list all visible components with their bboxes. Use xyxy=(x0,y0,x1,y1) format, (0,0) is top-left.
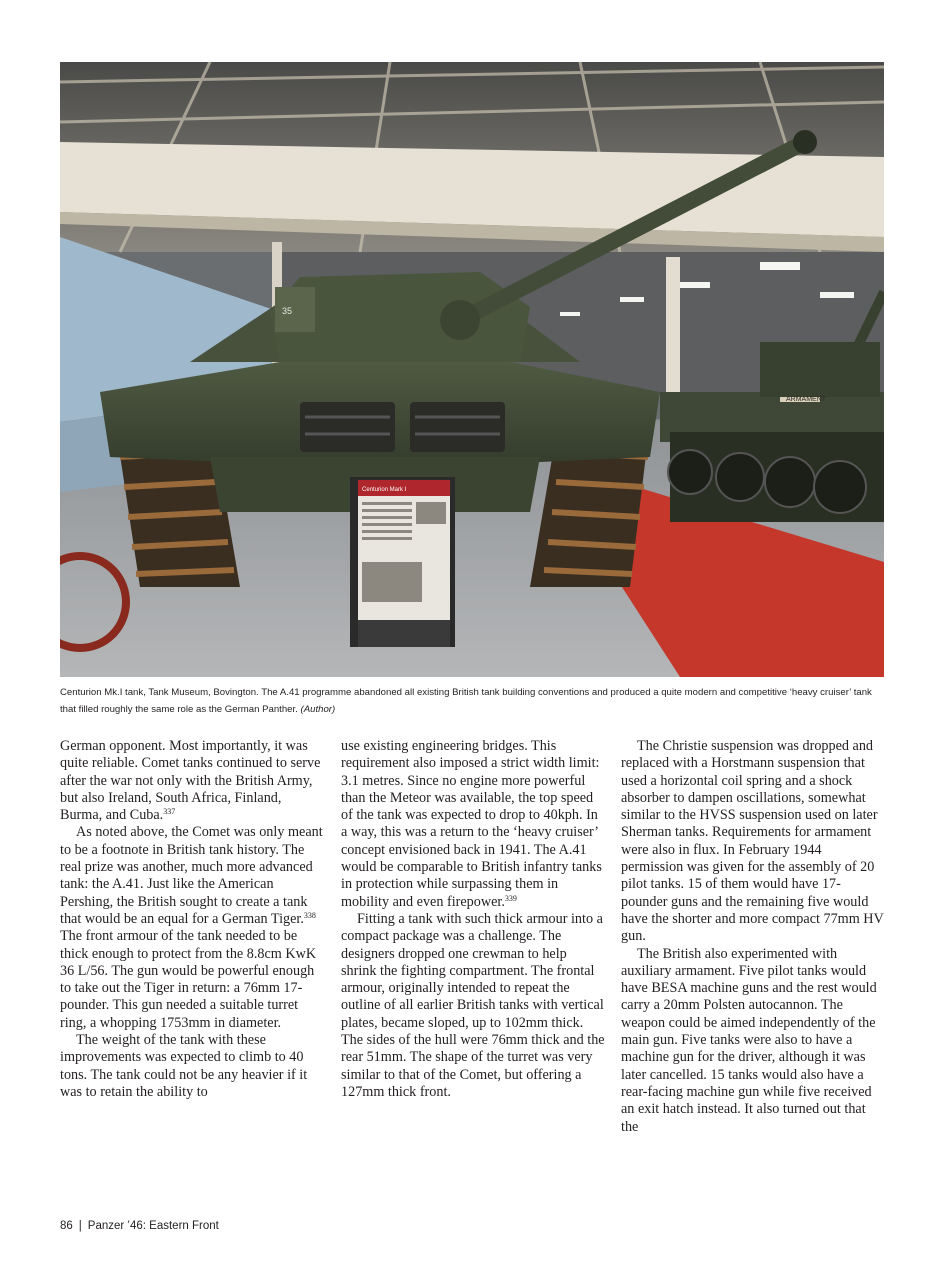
footnote-ref: 337 xyxy=(163,807,176,817)
tank-photo xyxy=(60,62,884,677)
footnote-ref: 338 xyxy=(303,910,316,920)
page-number: 86 xyxy=(60,1220,73,1232)
text-column-1 xyxy=(60,738,324,1101)
page-footer xyxy=(60,1220,219,1232)
footnote-ref: 339 xyxy=(504,893,517,903)
paragraph: The weight of the tank with these improvements was expected to climb to 40 tons. The tank could not be any heavier if it was to retain the ability to xyxy=(60,1032,308,1100)
photo-caption xyxy=(60,684,890,718)
caption-text: Centurion Mk.I tank, Tank Museum, Bovington. The A.41 programme abandoned all existing British tank building conventions and produced a quite modern and competitive ‘heavy cruiser’ tank that filled roughly the same role as the German Panther. xyxy=(60,687,872,715)
text-column-2 xyxy=(341,738,605,1101)
paragraph: As noted above, the Comet was only meant to be a footnote in British tank history. The real prize was another, much more advanced tank: the A.41. Just like the American Pershing, the British sought to create a tank that would be an equal for a German Tiger.$^{338}$ The front armour of the tank needed to be thick enough to protect from the 8.8cm KwK 36 L/56. The gun would be powerful enough to take out the Tiger in return: a 76mm 17-pounder. This gun needed a suitable turret ring, a whopping 1753mm in diameter. xyxy=(60,824,323,1031)
footer-separator: | xyxy=(78,1220,82,1232)
paragraph: Fitting a tank with such thick armour into a compact package was a challenge. The designers dropped one crewman to help shrink the fighting compartment. The frontal armour, originally intended to repeat the outline of all earlier British tanks with vertical plates, became sloped, up to 102mm thick. The sides of the hull were 76mm thick and the rear 51mm. The shape of the turret was very similar to that of the Comet, but offering a 127mm thick front. xyxy=(341,910,605,1100)
book-title: Panzer ’46: Eastern Front xyxy=(87,1220,219,1232)
tank-marking: ARMAMENT xyxy=(786,396,827,403)
paragraph: The British also experimented with auxiliary armament. Five pilot tanks would have BESA machine guns and the rest would carry a 20mm Polsten autocannon. The weapon could be aimed independently of the main gun. Five tanks were also to have a machine gun for the driver, although it was later cancelled. 15 tanks would also have a rear-facing machine gun while five received an exit hatch instead. It also turned out that the xyxy=(621,945,877,1135)
paragraph: German opponent. Most importantly, it was quite reliable. Comet tanks continued to serve after the war not only with the British Army, but also Ireland, South Africa, Finland, Burma, and Cuba.$^{337}$ xyxy=(60,738,321,824)
centurion-tank-illustration xyxy=(60,62,884,677)
paragraph: use existing engineering bridges. This requirement also imposed a strict width limit: 3.1 metres. Since no engine more powerful than the Meteor was available, the top speed of the tank was expected to drop to 40kph. In a way, this was a return to the ‘heavy cruiser’ concept envisioned back in 1941. The A.41 would be comparable to British infantry tanks in protection while surpassing them in mobility and even firepower.$^{339}$ xyxy=(341,738,602,910)
paragraph: The Christie suspension was dropped and replaced with a Horstmann suspension that used a horizontal coil spring and a shock absorber to dampen oscillations, somewhat similar to the HVSS suspension used on later Sherman tanks. Requirements for armament were also in flux. In February 1944 permission was given for the assembly of 20 pilot tanks. 15 of them would have 17-pounder guns and the remaining five would have the shorter and more compact 77mm HV gun. xyxy=(621,738,884,945)
text-column-3 xyxy=(621,738,885,1136)
plaque-title: Centurion Mark I xyxy=(362,487,407,493)
svg-text:35: 35 xyxy=(282,306,293,316)
caption-credit: (Author) xyxy=(300,704,336,715)
